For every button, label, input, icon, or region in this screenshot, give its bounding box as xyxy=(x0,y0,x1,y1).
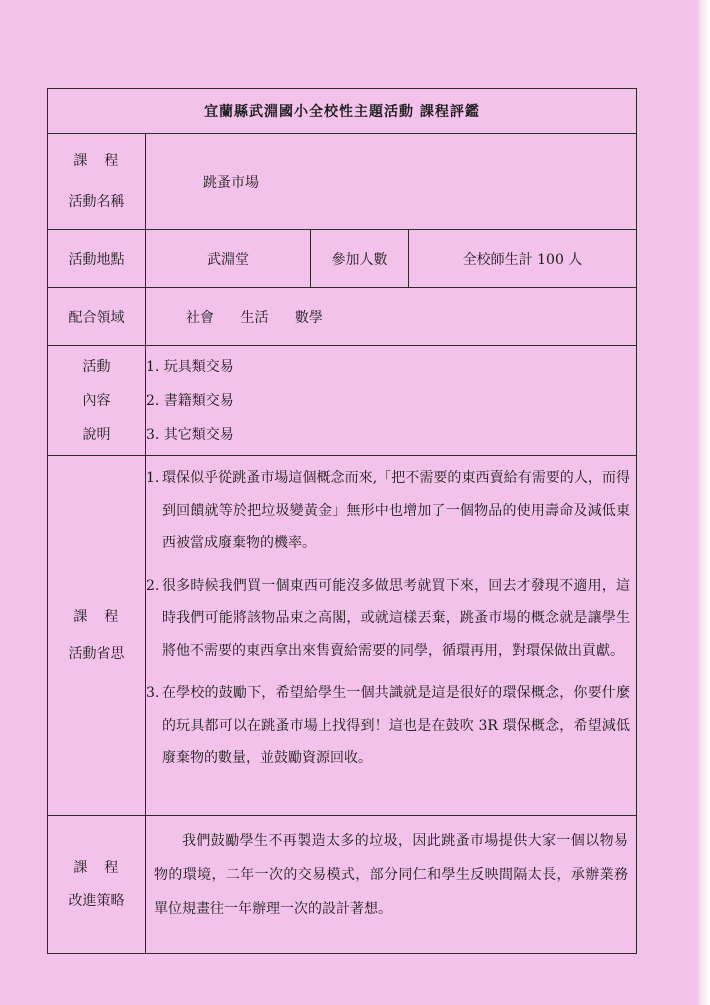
field-item: 生活 xyxy=(240,309,269,326)
improvement-label: 課 程 改進策略 xyxy=(48,816,146,954)
field-item: 數學 xyxy=(294,309,323,326)
location-label: 活動地點 xyxy=(48,230,146,288)
participants-value: 全校師生計 100 人 xyxy=(409,230,637,288)
reflection-item: 3. 在學校的鼓勵下，希望給學生一個共識就是這是很好的環保概念，你要什麼的玩具都可以在跳蚤市場上找得到！這也是在鼓吹 3R 環保概念，希望減低廢棄物的數量，並鼓勵資源回收。 xyxy=(146,685,630,766)
form-title: 宜蘭縣武淵國小全校性主題活動 課程評鑑 xyxy=(48,89,637,134)
content-label: 活動 內容 說明 xyxy=(48,346,146,456)
reflection-item: 2. 很多時候我們買一個東西可能沒多做思考就買下來，回去才發現不適用，這時我們可能將該物品束之高閣，或就這樣丟棄，跳蚤市場的概念就是讓學生將他不需要的東西拿出來售賣給需要的同學，循環再用，對環保做出貢獻。 xyxy=(146,577,630,659)
list-item: 3. 其它類交易 xyxy=(146,426,234,443)
field-item: 社會 xyxy=(186,309,214,326)
activity-name-value: 跳蚤市場 xyxy=(146,134,637,230)
list-item: 1. 玩具類交易 xyxy=(146,358,234,375)
improvement-text: 我們鼓勵學生不再製造太多的垃圾，因此跳蚤市場提供大家一個以物易物的環境，二年一次的交易模式，部分同仁和學生反映間隔太長，承辦業務單位規畫往一年辦理一次的設計著想。 xyxy=(146,816,637,954)
fields-value xyxy=(146,288,637,346)
list-item: 2. 書籍類交易 xyxy=(146,392,234,409)
page-edge xyxy=(696,0,710,1005)
fields-label: 配合領域 xyxy=(48,288,146,346)
activity-name-label: 課 程 活動名稱 xyxy=(48,134,146,230)
content-list xyxy=(146,346,637,456)
reflection-text xyxy=(146,456,637,816)
participants-label: 參加人數 xyxy=(311,230,409,288)
reflection-item: 1. 環保似乎從跳蚤市場這個概念而來,「把不需要的東西賣給有需要的人，而得到回饋就等於把垃圾變黃金」無形中也增加了一個物品的使用壽命及減低東西被當成廢棄物的機率。 xyxy=(146,470,630,551)
location-value: 武淵堂 xyxy=(146,230,311,288)
reflection-label: 課 程 活動省思 xyxy=(48,456,146,816)
evaluation-form xyxy=(47,88,637,954)
